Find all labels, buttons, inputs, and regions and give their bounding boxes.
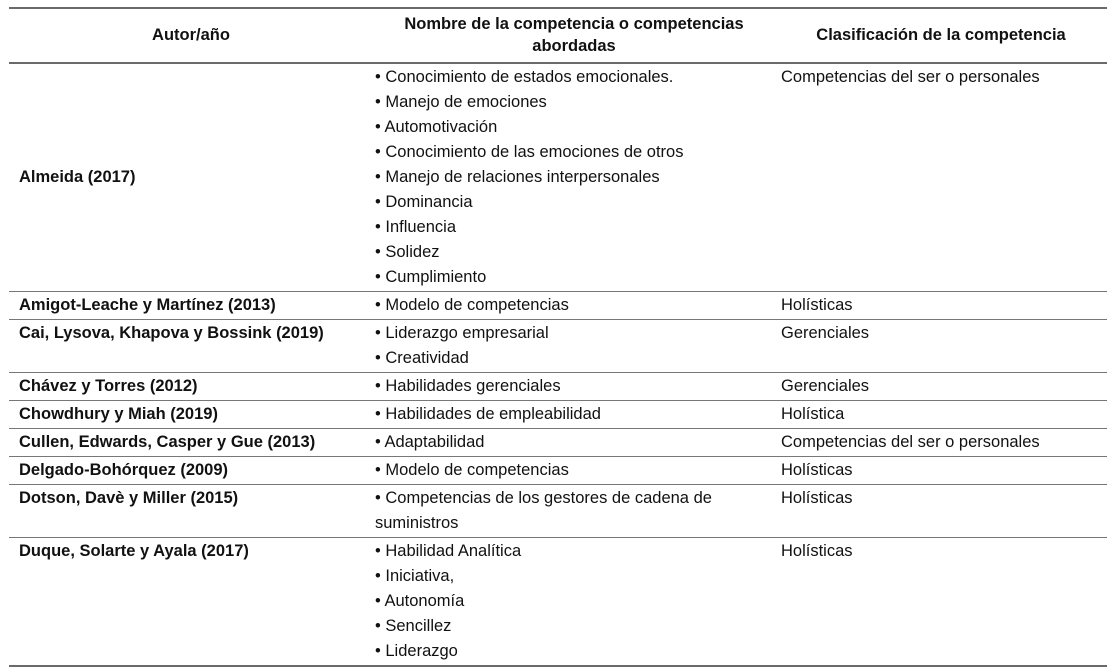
header-author: Autor/año [152,26,230,44]
classification-cell: Holística [781,405,845,423]
competence-item: • Dominancia [375,190,769,215]
author-cell: Chávez y Torres (2012) [19,377,198,395]
competence-cell [373,401,775,429]
author-cell: Amigot-Leache y Martínez (2013) [19,296,276,314]
classification-cell: Holísticas [781,489,853,507]
classification-cell: Holísticas [781,296,853,314]
author-cell: Cai, Lysova, Khapova y Bossink (2019) [19,324,324,342]
table-row [9,485,1107,538]
competence-item: • Modelo de competencias [375,293,769,318]
author-cell: Almeida (2017) [19,168,136,186]
competence-cell [373,457,775,485]
author-cell: Delgado-Bohórquez (2009) [19,461,229,479]
competence-item: • Conocimiento de las emociones de otros [375,140,769,165]
header-classification: Clasificación de la competencia [816,26,1066,44]
competence-item: • Habilidades gerenciales [375,374,769,399]
competence-item: • Modelo de competencias [375,458,769,483]
table-row [9,63,1107,292]
competence-item: • Competencias de los gestores de cadena de suministros [375,486,769,536]
table-row [9,373,1107,401]
competence-item: • Solidez [375,240,769,265]
classification-cell: Competencias del ser o personales [781,433,1040,451]
classification-cell: Gerenciales [781,377,870,395]
competence-item: • Creatividad [375,346,769,371]
competence-item: • Iniciativa, [375,564,769,589]
competence-cell [373,63,775,292]
competence-item: • Liderazgo [375,639,769,664]
competence-item: • Automotivación [375,115,769,140]
competence-item: • Adaptabilidad [375,430,769,455]
competence-item: • Influencia [375,215,769,240]
competence-cell [373,373,775,401]
competence-item: • Habilidad Analítica [375,539,769,564]
author-cell: Cullen, Edwards, Casper y Gue (2013) [19,433,316,451]
table-row [9,538,1107,667]
competence-cell [373,485,775,538]
competence-item: • Manejo de emociones [375,90,769,115]
author-cell: Chowdhury y Miah (2019) [19,405,218,423]
competence-item: • Liderazgo empresarial [375,321,769,346]
competence-item: • Autonomía [375,589,769,614]
table-row [9,292,1107,320]
author-cell: Duque, Solarte y Ayala (2017) [19,542,249,560]
competence-item: • Conocimiento de estados emocionales. [375,65,769,90]
header-competence: Nombre de la competencia o competencias abordadas [404,15,744,55]
author-cell: Dotson, Davè y Miller (2015) [19,489,239,507]
classification-cell: Holísticas [781,542,853,560]
classification-cell: Holísticas [781,461,853,479]
competence-cell [373,320,775,373]
classification-cell: Competencias del ser o personales [781,68,1040,86]
competence-item: • Cumplimiento [375,265,769,290]
competence-item: • Sencillez [375,614,769,639]
competence-cell [373,429,775,457]
table-header-row [9,8,1107,63]
competence-item: • Manejo de relaciones interpersonales [375,165,769,190]
competence-cell [373,292,775,320]
competence-cell [373,538,775,667]
classification-cell: Gerenciales [781,324,870,342]
competencies-table-container [9,7,1107,667]
table-row [9,429,1107,457]
table-row [9,320,1107,373]
table-row [9,401,1107,429]
table-row [9,457,1107,485]
competence-item: • Habilidades de empleabilidad [375,402,769,427]
competencies-table [9,7,1107,667]
